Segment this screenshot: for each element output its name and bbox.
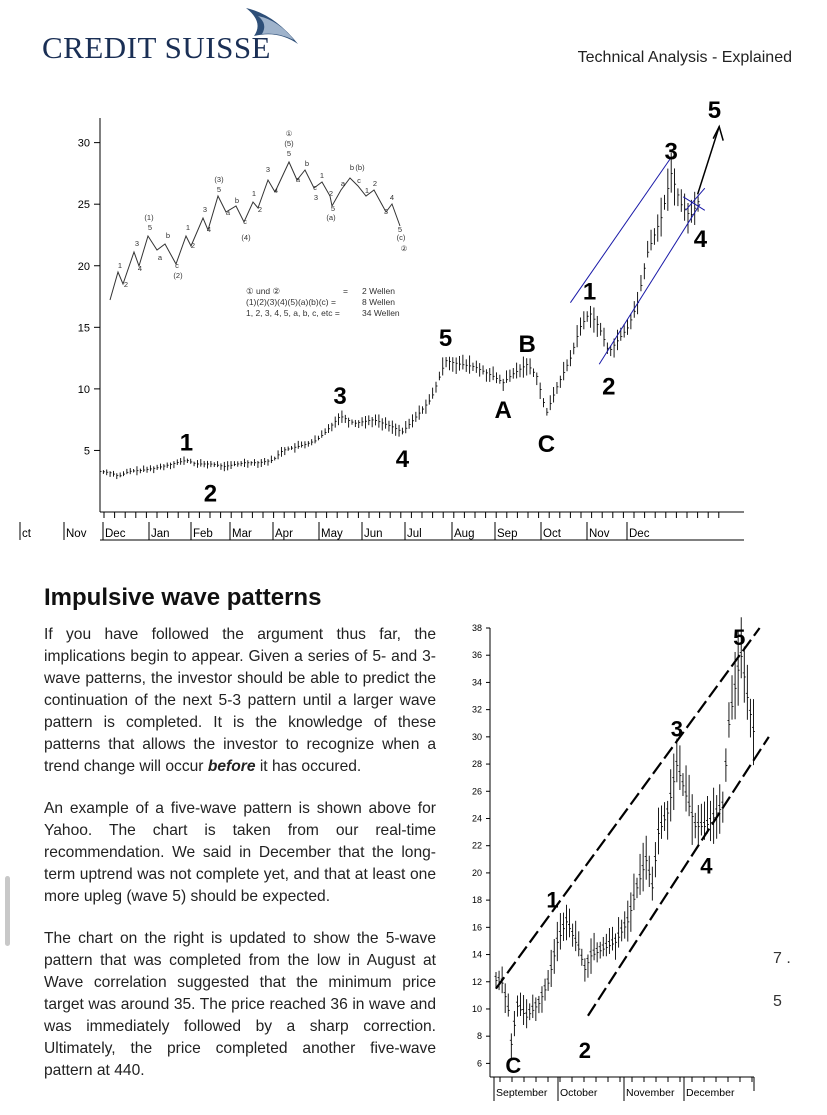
inset-wave-label: b (165, 231, 171, 240)
inset-wave-label: 3 (134, 239, 140, 248)
y-tick-label: 18 (471, 895, 482, 906)
inset-wave-label: a (157, 253, 163, 262)
wave-label: 4 (395, 446, 410, 474)
x-tick-label: October (560, 1087, 598, 1099)
inset-wave-label: 5 (147, 223, 153, 232)
wave-label: 5 (733, 625, 746, 651)
inset-wave-label: 3 (313, 193, 319, 202)
y-tick-label: 12 (471, 976, 482, 987)
inset-wave-label: (1) (144, 213, 154, 222)
inset-wave-label: b (234, 196, 240, 205)
y-tick-label: 34 (471, 677, 482, 688)
inset-wave-label: 2 (372, 179, 378, 188)
y-tick-label: 20 (77, 260, 90, 273)
inset-legend-count: 8 Wellen (362, 297, 395, 307)
y-tick-label: 8 (476, 1031, 482, 1042)
scroll-indicator[interactable] (5, 876, 10, 946)
inset-wave-label: 2 (190, 241, 196, 250)
y-tick-label: 24 (471, 813, 482, 824)
inset-legend-key: ① und ② (246, 286, 281, 296)
section-heading: Impulsive wave patterns (44, 584, 322, 611)
wave-label: 5 (438, 325, 453, 353)
margin-note-1: 7 . (773, 950, 791, 967)
wave-label: 4 (693, 225, 708, 253)
inset-wave-label: a (340, 179, 346, 188)
wave-label: 3 (333, 382, 347, 410)
y-tick-label: 22 (471, 840, 482, 851)
sail-logo-icon (244, 6, 300, 46)
inset-wave-label: (a) (326, 213, 336, 222)
x-tick-label: Jan (151, 528, 170, 540)
inset-wave-label: 1 (251, 189, 257, 198)
inset-wave-label: 3 (383, 207, 389, 216)
wave4-channel-tick (683, 197, 705, 211)
inset-wave-label: 4 (389, 193, 395, 202)
y-tick-label: 28 (471, 759, 482, 770)
x-tick-label: Nov (66, 528, 87, 540)
wave-structure-inset (110, 129, 408, 318)
inset-wave-label: 4 (206, 225, 212, 234)
y-tick-label: 10 (77, 383, 90, 396)
inset-wave-label: 3 (265, 165, 271, 174)
y-tick-label: 25 (77, 199, 90, 212)
inset-wave-label: (5) (284, 139, 294, 148)
y-tick-label: 26 (471, 786, 482, 797)
wave4-channel-tick (686, 188, 705, 210)
inset-wave-label: 3 (202, 205, 208, 214)
lower-trend-channel (588, 737, 769, 1016)
inset-legend-key: (1)(2)(3)(4)(5)(a)(b)(c) = (246, 297, 336, 307)
inset-wave-label: c (357, 176, 361, 185)
wave-label: 2 (602, 373, 616, 401)
wave-label: 1 (179, 429, 194, 457)
x-tick-label: Dec (105, 528, 126, 540)
emphasis-text: before (207, 758, 256, 775)
inset-legend-equals: = (343, 286, 348, 296)
inset-wave-label: 5 (330, 204, 336, 213)
inset-wave-label: 5 (397, 225, 403, 234)
inset-wave-label: (4) (241, 233, 251, 242)
inset-wave-label: a (295, 175, 301, 184)
inset-wave-label: (2) (173, 271, 183, 280)
inset-wave-label: 1 (319, 171, 325, 180)
paragraph-text: it has occured. (255, 758, 362, 775)
x-tick-label: Oct (543, 528, 561, 540)
inset-wave-label: (3) (214, 175, 224, 184)
wave-label: 3 (664, 138, 678, 166)
inset-wave-label: b (349, 163, 355, 172)
wave-label: C (537, 430, 556, 458)
wave-label: 2 (203, 480, 218, 508)
wave-label: C (505, 1053, 522, 1079)
projection-arrow-icon (698, 127, 720, 195)
y-tick-label: 36 (471, 650, 482, 661)
inset-wave-label: 1 (364, 186, 370, 195)
inset-legend-count: 34 Wellen (362, 308, 400, 318)
inset-wave-label: (b) (355, 163, 365, 172)
inset-wave-label: 1 (185, 223, 191, 232)
inset-wave-label: 2 (123, 280, 129, 289)
wave-label: A (494, 396, 512, 424)
elliott-wave-chart (22, 82, 744, 552)
y-tick-label: 30 (77, 137, 90, 150)
wave-label: 1 (546, 887, 559, 913)
x-tick-label: Apr (275, 528, 293, 540)
x-tick-label: Sep (497, 528, 518, 540)
x-tick-label: Jun (364, 528, 383, 540)
inset-wave-label: 4 (137, 264, 143, 273)
inset-wave-label: (c) (396, 233, 406, 242)
paragraph-2 (44, 798, 436, 908)
y-tick-label: 15 (77, 322, 90, 335)
inset-wave-label: c (313, 183, 317, 192)
wave-label: B (518, 330, 536, 358)
x-tick-label: December (686, 1087, 735, 1099)
wave-label: 2 (578, 1038, 592, 1064)
y-tick-label: 14 (471, 949, 482, 960)
x-tick-label: ct (22, 528, 31, 540)
article-body (44, 624, 436, 1102)
x-tick-label: September (496, 1087, 548, 1099)
five-wave-pattern-chart (448, 622, 788, 1107)
lower-trend-channel (599, 204, 700, 364)
x-tick-label: Aug (454, 528, 475, 540)
y-tick-label: 30 (471, 731, 482, 742)
inset-wave-label: b (304, 159, 310, 168)
document-title: Technical Analysis - Explained (577, 49, 792, 66)
inset-wave-label: ① (285, 129, 293, 138)
inset-wave-label: 2 (328, 189, 334, 198)
inset-wave-label: 1 (117, 261, 123, 270)
inset-legend-count: 2 Wellen (362, 286, 395, 296)
wave-label: 1 (582, 278, 597, 306)
x-tick-label: Jul (407, 528, 422, 540)
y-tick-label: 38 (471, 623, 482, 633)
y-tick-label: 5 (83, 445, 90, 458)
credit-suisse-logo (42, 30, 271, 66)
x-tick-label: November (626, 1087, 675, 1099)
y-tick-label: 16 (471, 922, 482, 933)
inset-wave-label: c (243, 217, 247, 226)
paragraph-text: If you have followed the argument thus far, the implications begin to appear. Given a series of 5- and 3-wave patterns, the investor should be able to predict the continuation of the next 5-3 pattern until a larger wave pattern is completed. It is the knowledge of these patterns that allows the investor to recognize when a trend change will occur (44, 626, 436, 775)
inset-wave-label: c (175, 261, 179, 270)
y-tick-label: 10 (471, 1003, 482, 1014)
inset-wave-label: ② (400, 244, 408, 253)
wave-label: 4 (700, 853, 713, 879)
paragraph-text: The chart on the right is updated to show the 5-wave pattern that was completed from the low in August at Wave correlation suggested that the minimum price target was around 35. The price reached 36 in wave and was immediately followed by a sharp correction. Ultimately, the price completed another five-wave pattern at 440. (44, 930, 436, 1079)
x-tick-label: May (321, 528, 343, 540)
paragraph-3 (44, 928, 436, 1082)
x-tick-label: Dec (629, 528, 650, 540)
wave-label: 5 (707, 97, 722, 124)
inset-legend-key: 1, 2, 3, 4, 5, a, b, c, etc = (246, 308, 340, 318)
inset-wave-label: 4 (273, 186, 279, 195)
paragraph-1 (44, 624, 436, 778)
logo-text: CREDIT SUISSE (42, 30, 271, 65)
x-tick-label: Nov (589, 528, 610, 540)
y-tick-label: 32 (471, 704, 482, 715)
inset-wave-label: 5 (286, 149, 292, 158)
x-tick-label: Feb (193, 528, 213, 540)
inset-wave-label: 5 (216, 185, 222, 194)
x-tick-label: Mar (232, 528, 252, 540)
inset-wave-label: 2 (257, 205, 263, 214)
y-tick-label: 20 (471, 867, 482, 878)
inset-wave-label: a (225, 208, 231, 217)
paragraph-text: An example of a five-wave pattern is shown above for Yahoo. The chart is taken from our real-time recommendation. We said in December that the long-term uptrend was not complete yet, and that at least one more upleg (wave 5) should be expected. (44, 800, 436, 905)
y-tick-label: 6 (476, 1058, 482, 1069)
margin-note-2: 5 (773, 993, 782, 1010)
wave-label: 3 (670, 716, 683, 742)
